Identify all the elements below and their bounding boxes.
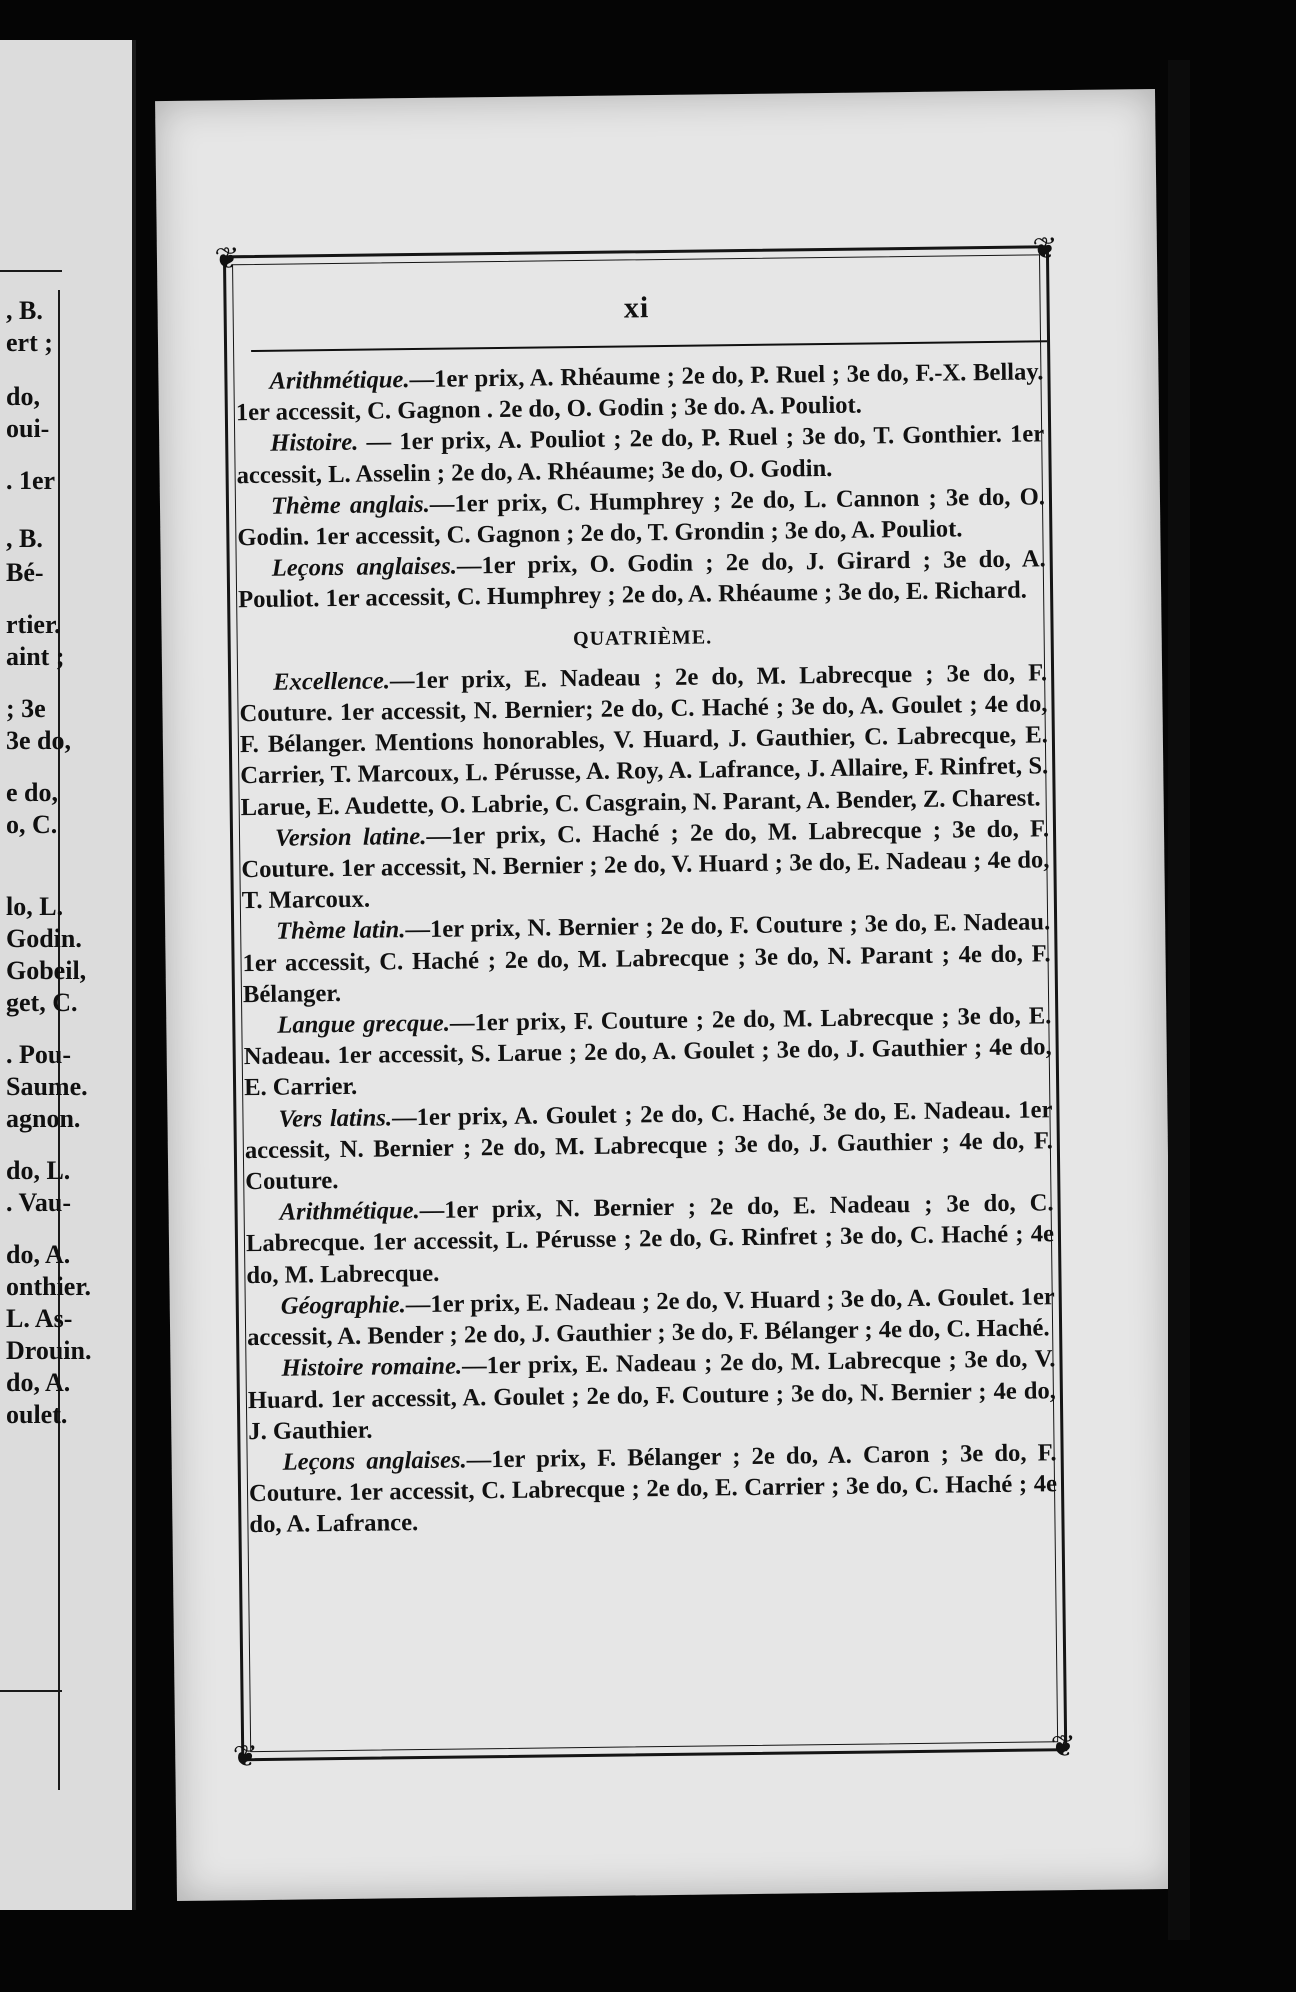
prize-list — [235, 356, 1057, 1540]
left-page-line: get, C. — [6, 988, 78, 1017]
left-page-line: oui- — [6, 414, 50, 443]
left-page-line: , B. — [6, 296, 43, 325]
prize-entry — [237, 481, 1046, 553]
prize-entry — [235, 356, 1044, 428]
page-frame — [214, 232, 1076, 1774]
prize-subject: Arithmétique. — [269, 366, 410, 395]
prize-entry — [236, 419, 1045, 491]
section-heading-quatrieme: QUATRIÈME. — [572, 626, 713, 650]
prize-subject: Version latine. — [274, 822, 427, 852]
prize-entry — [238, 544, 1047, 616]
left-page-line: Bé- — [6, 558, 44, 587]
prize-winners: —1er prix, N. Bernier ; 2e do, F. Couture ; 3e do, E. Nadeau. 1er accessit, C. Haché ; 2e do, M. Labrecque ; 3e do, N. Parant ; 4e do, F. Bélanger. — [242, 908, 1051, 1009]
prize-subject: Arithmétique. — [279, 1197, 420, 1227]
main-page — [155, 89, 1177, 1901]
prize-subject: Vers latins. — [278, 1104, 393, 1133]
ornament-bottom-right-icon: ❦ — [1050, 1730, 1076, 1764]
left-page-line: lo, L. — [6, 892, 64, 921]
left-page-line: ert ; — [6, 328, 53, 357]
prize-subject: Leçons anglaises. — [271, 552, 458, 583]
prize-subject: Excellence. — [272, 667, 391, 696]
left-page-line: , B. — [6, 524, 43, 553]
prize-subject: Thème anglais. — [270, 490, 430, 520]
left-page-line: do, — [6, 382, 40, 411]
left-page-line: oulet. — [6, 1400, 68, 1429]
prize-entry — [248, 1437, 1057, 1540]
prize-winners: — 1er prix, A. Pouliot ; 2e do, P. Ruel ; 3e do, T. Gonthier. 1er accessit, L. Asselin ; 2e do, A. Rhéaume; 3e do, O. Godin. — [236, 420, 1045, 489]
left-page-line: aint ; — [6, 642, 65, 671]
prize-winners: —1er prix, N. Bernier ; 2e do, E. Nadeau ; 3e do, C. Labrecque. 1er accessit, L. Pérusse ; 2e do, G. Rinfret ; 3e do, C. Haché ; 4e do, M. Labrecque. — [245, 1189, 1055, 1289]
prize-winners: —1er prix, C. Humphrey ; 2e do, L. Cannon ; 3e do, O. Godin. 1er accessit, C. Gagnon ; 2e do, T. Grondin ; 3e do, A. Pouliot. — [237, 483, 1046, 552]
prize-winners: —1er prix, E. Nadeau ; 2e do, M. Labrecque ; 3e do, F. Couture. 1er accessit, N. Bernier; 2e do, C. Haché ; 3e do, A. Goulet ; 4e do, F. Bélanger. Mentions honorables, V. Huard, J. Gauthier, C. Labrecque, E. Carrier, T. Marcoux, L. Pérusse, A. Roy, A. Lafrance, J. Allaire, F. Rinfret, S. Larue, E. Audette, O. Labrie, C. Casgrain, N. Parant, A. Bender, Z. Charest. — [239, 659, 1049, 821]
prize-winners: —1er prix, A. Goulet ; 2e do, C. Haché, 3e do, E. Nadeau. 1er accessit, N. Bernier ; 2e do, M. Labrecque ; 3e do, J. Gauthier ; 4e do, F. Couture. — [244, 1095, 1053, 1196]
page-number: xi — [623, 291, 650, 325]
left-page-line: onthier. — [6, 1272, 91, 1301]
prize-winners: —1er prix, F. Couture ; 2e do, M. Labrecque ; 3e do, E. Nadeau. 1er accessit, S. Larue ; 2e do, A. Goulet ; 3e do, J. Gauthier ; 4e do, E. Carrier. — [243, 1002, 1052, 1102]
prize-subject: Histoire romaine. — [281, 1352, 463, 1383]
prize-entry — [242, 907, 1051, 1010]
prize-block-previous-class — [235, 356, 1046, 615]
left-page-line: Saume. — [6, 1072, 88, 1101]
left-page-line: Gobeil, — [6, 956, 87, 985]
prize-subject: Thème latin. — [276, 916, 406, 946]
prize-subject: Langue grecque. — [277, 1009, 451, 1039]
left-page-fragment — [0, 40, 136, 1910]
prize-winners: —1er prix, A. Rhéaume ; 2e do, P. Ruel ; 3e do, F.-X. Bellay. 1er accessit, C. Gagnon . 2e do, O. Godin ; 3e do. A. Pouliot. — [235, 358, 1044, 427]
left-page-line: Godin. — [6, 924, 82, 953]
left-page-line: agnon. — [6, 1104, 81, 1133]
prize-entry — [243, 1000, 1052, 1103]
prize-subject: Leçons anglaises. — [282, 1446, 467, 1476]
prize-winners: —1er prix, C. Haché ; 2e do, M. Labrecque ; 3e do, F. Couture. 1er accessit, N. Bernier ; 2e do, V. Huard ; 3e do, E. Nadeau ; 4e do, T. Marcoux. — [241, 815, 1050, 915]
left-page-line: do, A. — [6, 1240, 71, 1269]
left-page-line: do, A. — [6, 1368, 71, 1397]
left-frame-bottom-rule — [0, 1690, 62, 1692]
prize-entry — [247, 1344, 1056, 1447]
prize-entry — [241, 813, 1050, 916]
left-page-line: o, C. — [6, 810, 58, 839]
prize-entry — [244, 1094, 1053, 1197]
left-page-line: Drouin. — [6, 1336, 92, 1365]
ornament-top-left-icon: ❦ — [214, 242, 240, 276]
prize-entry — [245, 1188, 1054, 1291]
left-page-line: L. As- — [6, 1304, 73, 1333]
left-page-line: e do, — [6, 778, 58, 807]
left-frame-top-rule — [0, 270, 62, 272]
prize-winners: —1er prix, F. Bélanger ; 2e do, A. Caron ; 3e do, F. Couture. 1er accessit, C. Labrecque ; 2e do, E. Carrier ; 3e do, C. Haché ; 4e do, A. Lafrance. — [248, 1439, 1058, 1539]
prize-entry — [239, 657, 1049, 823]
prize-winners: —1er prix, O. Godin ; 2e do, J. Girard ; 3e do, A. Pouliot. 1er accessit, C. Humphrey ; 2e do, A. Rhéaume ; 3e do, E. Richard. — [237, 545, 1046, 614]
left-page-line: rtier. — [6, 610, 61, 639]
prize-subject: Histoire. — [270, 429, 359, 458]
left-page-line: do, L. — [6, 1156, 71, 1185]
left-page-line: . 1er — [6, 466, 56, 495]
ornament-top-right-icon: ❦ — [1032, 232, 1058, 266]
left-page-line: . Vau- — [6, 1188, 72, 1217]
prize-subject: Géographie. — [280, 1291, 406, 1320]
left-page-line: 3e do, — [6, 726, 71, 755]
prize-winners: —1er prix, E. Nadeau ; 2e do, V. Huard ; 3e do, A. Goulet. 1er accessit, A. Bender ; 2e do, J. Gauthier ; 3e do, F. Bélanger ; 4e do, C. Haché. — [246, 1283, 1055, 1352]
binding-edge — [1168, 60, 1190, 1940]
left-page-line: ; 3e — [6, 694, 46, 723]
prize-block-quatrieme — [239, 657, 1058, 1540]
left-page-line: . Pou- — [6, 1040, 71, 1069]
ornament-bottom-left-icon: ❦ — [232, 1740, 259, 1774]
prize-entry — [247, 1281, 1056, 1353]
prize-winners: —1er prix, E. Nadeau ; 2e do, M. Labrecque ; 3e do, V. Huard. 1er accessit, A. Goulet ; 2e do, F. Couture ; 3e do, N. Bernier ; 4e do, J. Gauthier. — [247, 1345, 1057, 1445]
